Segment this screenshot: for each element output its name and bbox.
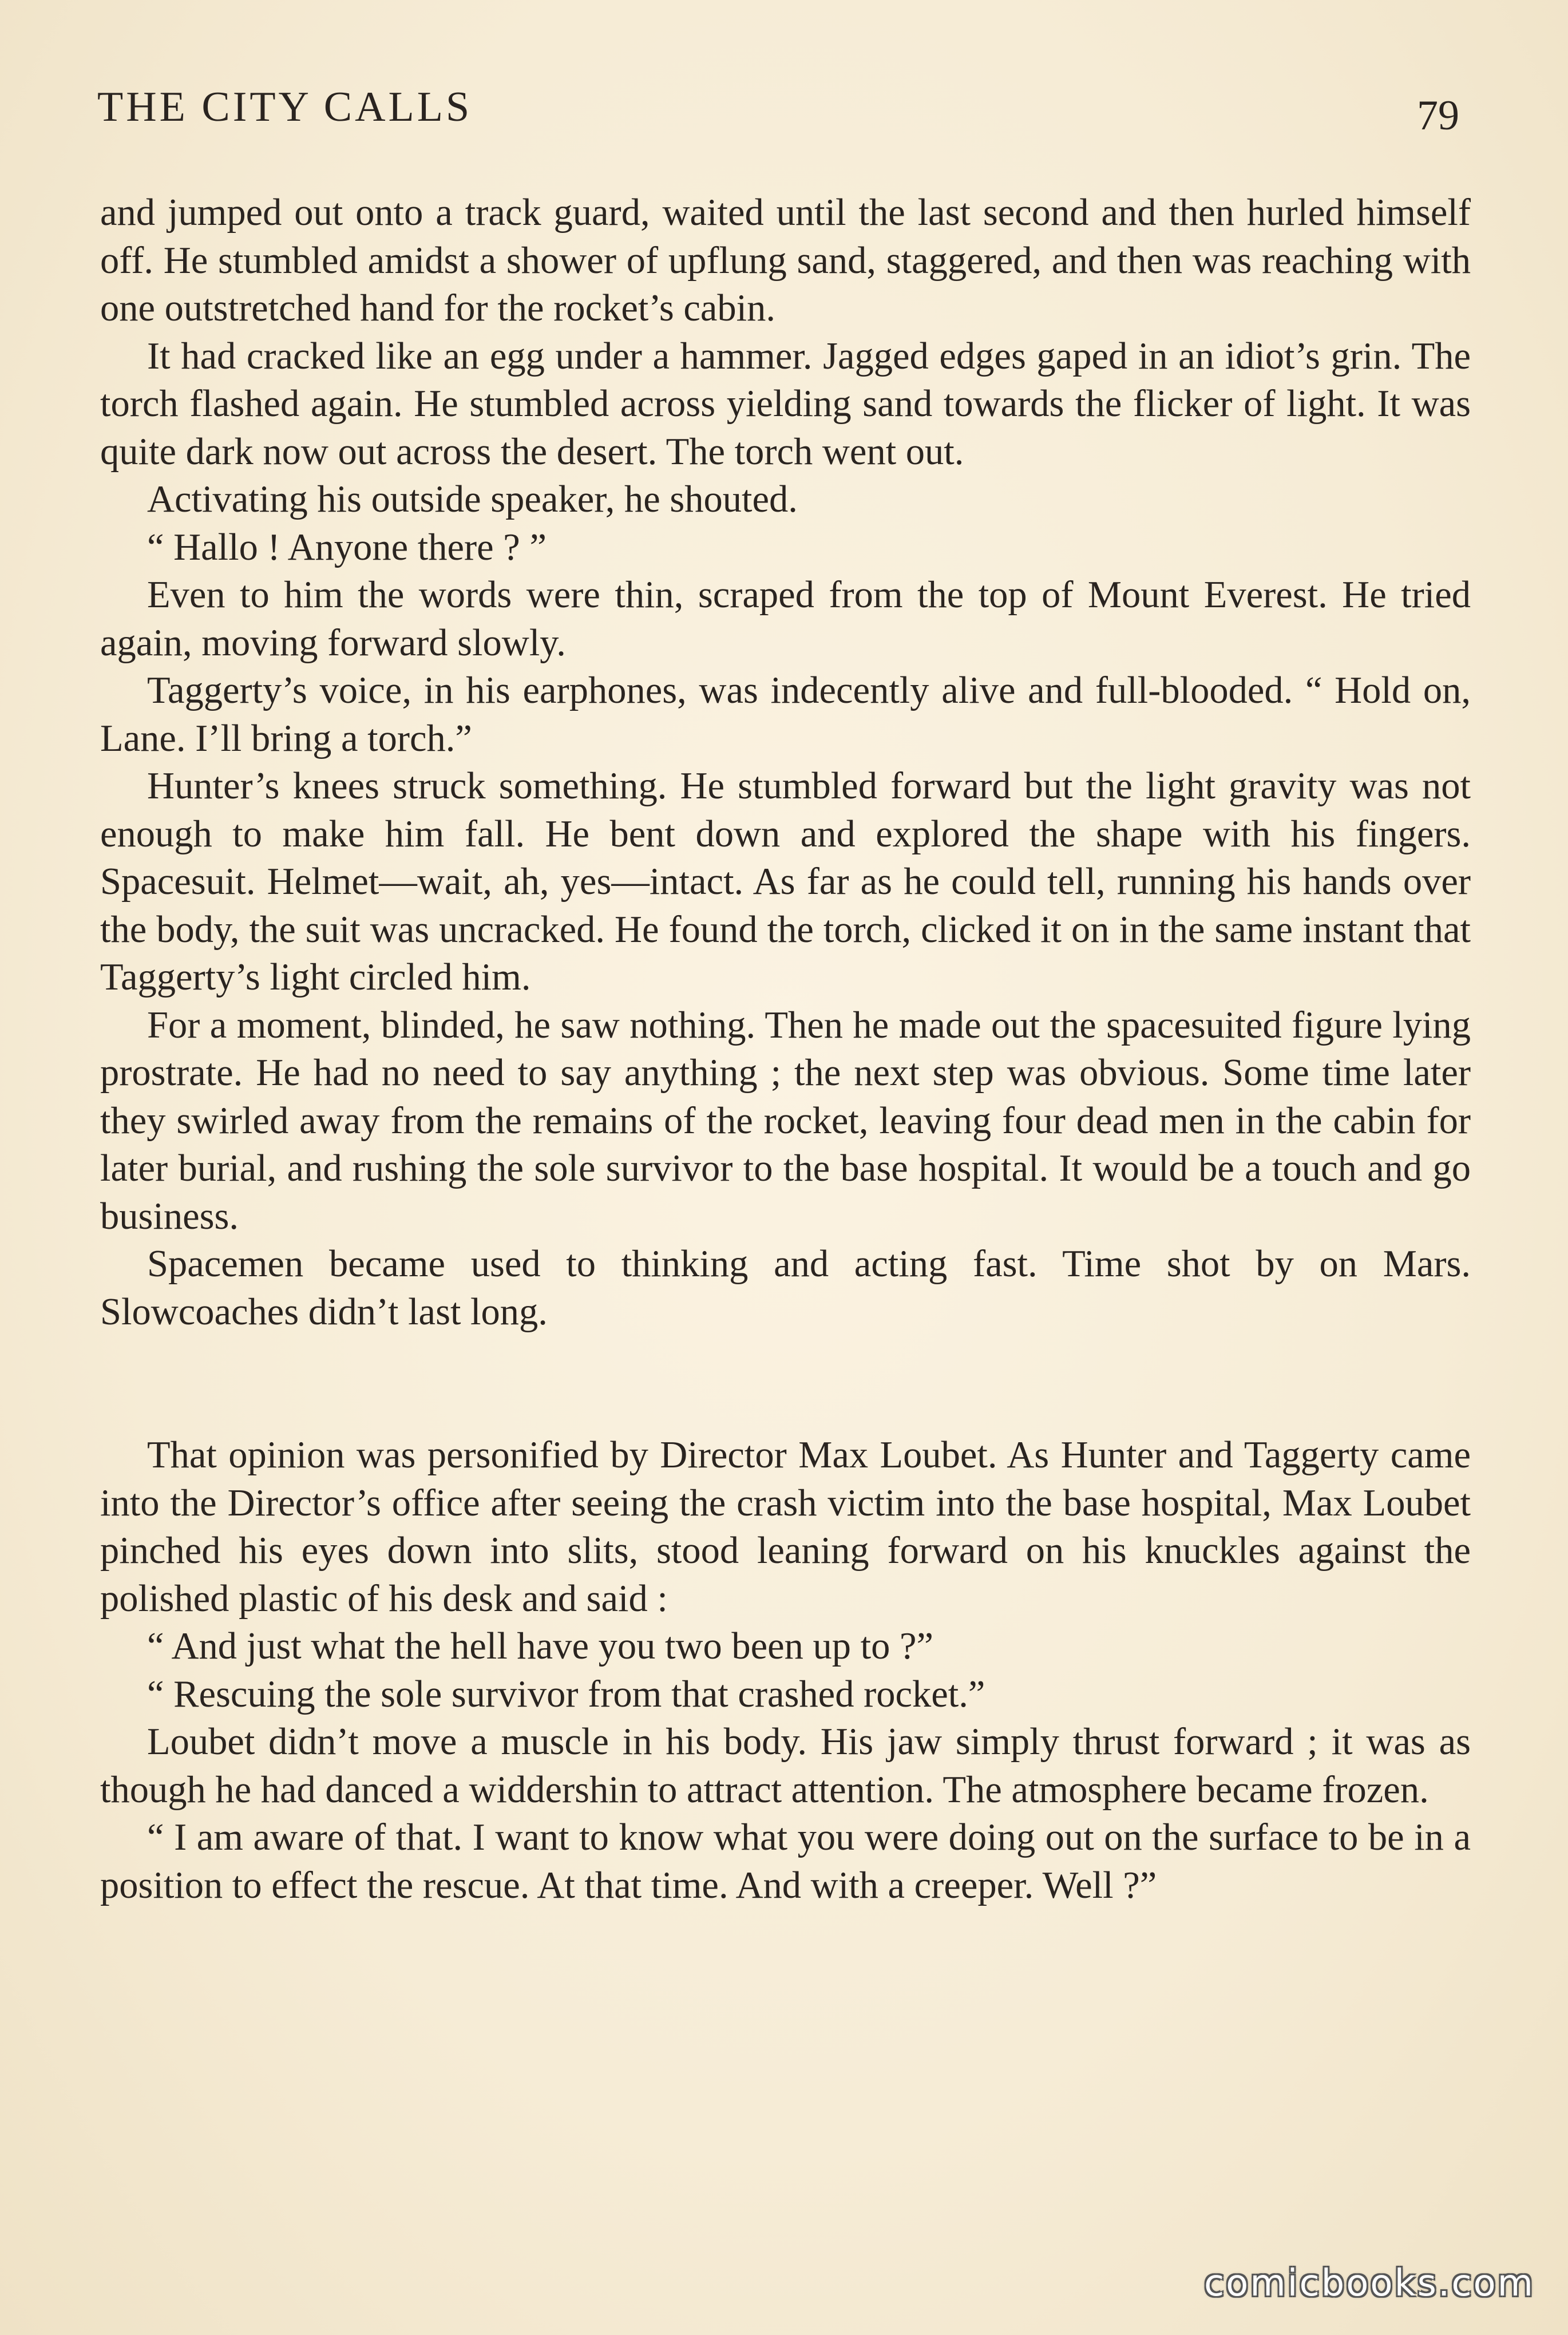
paragraph: Loubet didn’t move a muscle in his body. His jaw simply thrust forward ; it was as though he had danced a widdershin to attract attention. The atmosphere became frozen. — [100, 1721, 1471, 1811]
paragraph: “ And just what the hell have you two been up to ?” — [147, 1625, 933, 1667]
paragraph: Hunter’s knees struck something. He stumbled forward but the light gravity was not enough to make him fall. He bent down and explored the shape with his fingers. Spacesuit. Helmet—wait, ah, yes—intact. As far as he could tell, running his hands over the body, the suit was uncracked. He found the torch, clicked it on in the same instant that Taggerty’s light circled him. — [100, 765, 1471, 998]
body-text — [100, 189, 1471, 1909]
paragraph: Even to him the words were thin, scraped from the top of Mount Everest. He tried again, moving forward slowly. — [100, 574, 1471, 664]
running-head: THE CITY CALLS — [97, 84, 473, 130]
paragraph: Spacemen became used to thinking and acting fast. Time shot by on Mars. Slowcoaches didn’t last long. — [100, 1243, 1471, 1333]
paragraph: It had cracked like an egg under a hammer. Jagged edges gaped in an idiot’s grin. The torch flashed again. He stumbled across yielding sand towards the flicker of light. It was quite dark now out across the desert. The torch went out. — [100, 335, 1471, 473]
paragraph: “ I am aware of that. I want to know what you were doing out on the surface to be in a position to effect the rescue. At that time. And with a creeper. Well ?” — [100, 1816, 1471, 1906]
paragraph: For a moment, blinded, he saw nothing. Then he made out the spacesuited figure lying prostrate. He had no need to say anything ; the next step was obvious. Some time later they swirled away from the remains of the rocket, leaving four dead men in the cabin for later burial, and rushing the sole survivor to the base hospital. It would be a touch and go business. — [100, 1004, 1471, 1237]
section-break — [100, 1336, 1471, 1431]
watermark: comicbooks.com — [1203, 2262, 1535, 2305]
page-number: 79 — [1417, 92, 1459, 139]
paragraph: Taggerty’s voice, in his earphones, was indecently alive and full-blooded. “ Hold on, Lane. I’ll bring a torch.” — [100, 670, 1471, 759]
paragraph: Activating his outside speaker, he shouted. — [147, 478, 798, 520]
paragraph: “ Hallo ! Anyone there ? ” — [147, 526, 547, 568]
paragraph: and jumped out onto a track guard, waited until the last second and then hurled himself off. He stumbled amidst a shower of upflung sand, staggered, and then was reaching with one outstretched hand for the rocket’s cabin. — [100, 192, 1471, 329]
paragraph: “ Rescuing the sole survivor from that crashed rocket.” — [147, 1673, 985, 1715]
paragraph: That opinion was personified by Director Max Loubet. As Hunter and Taggerty came into the Director’s office after seeing the crash victim into the base hospital, Max Loubet pinched his eyes down into slits, stood leaning forward on his knuckles against the polished plastic of his desk and said : — [100, 1434, 1471, 1620]
